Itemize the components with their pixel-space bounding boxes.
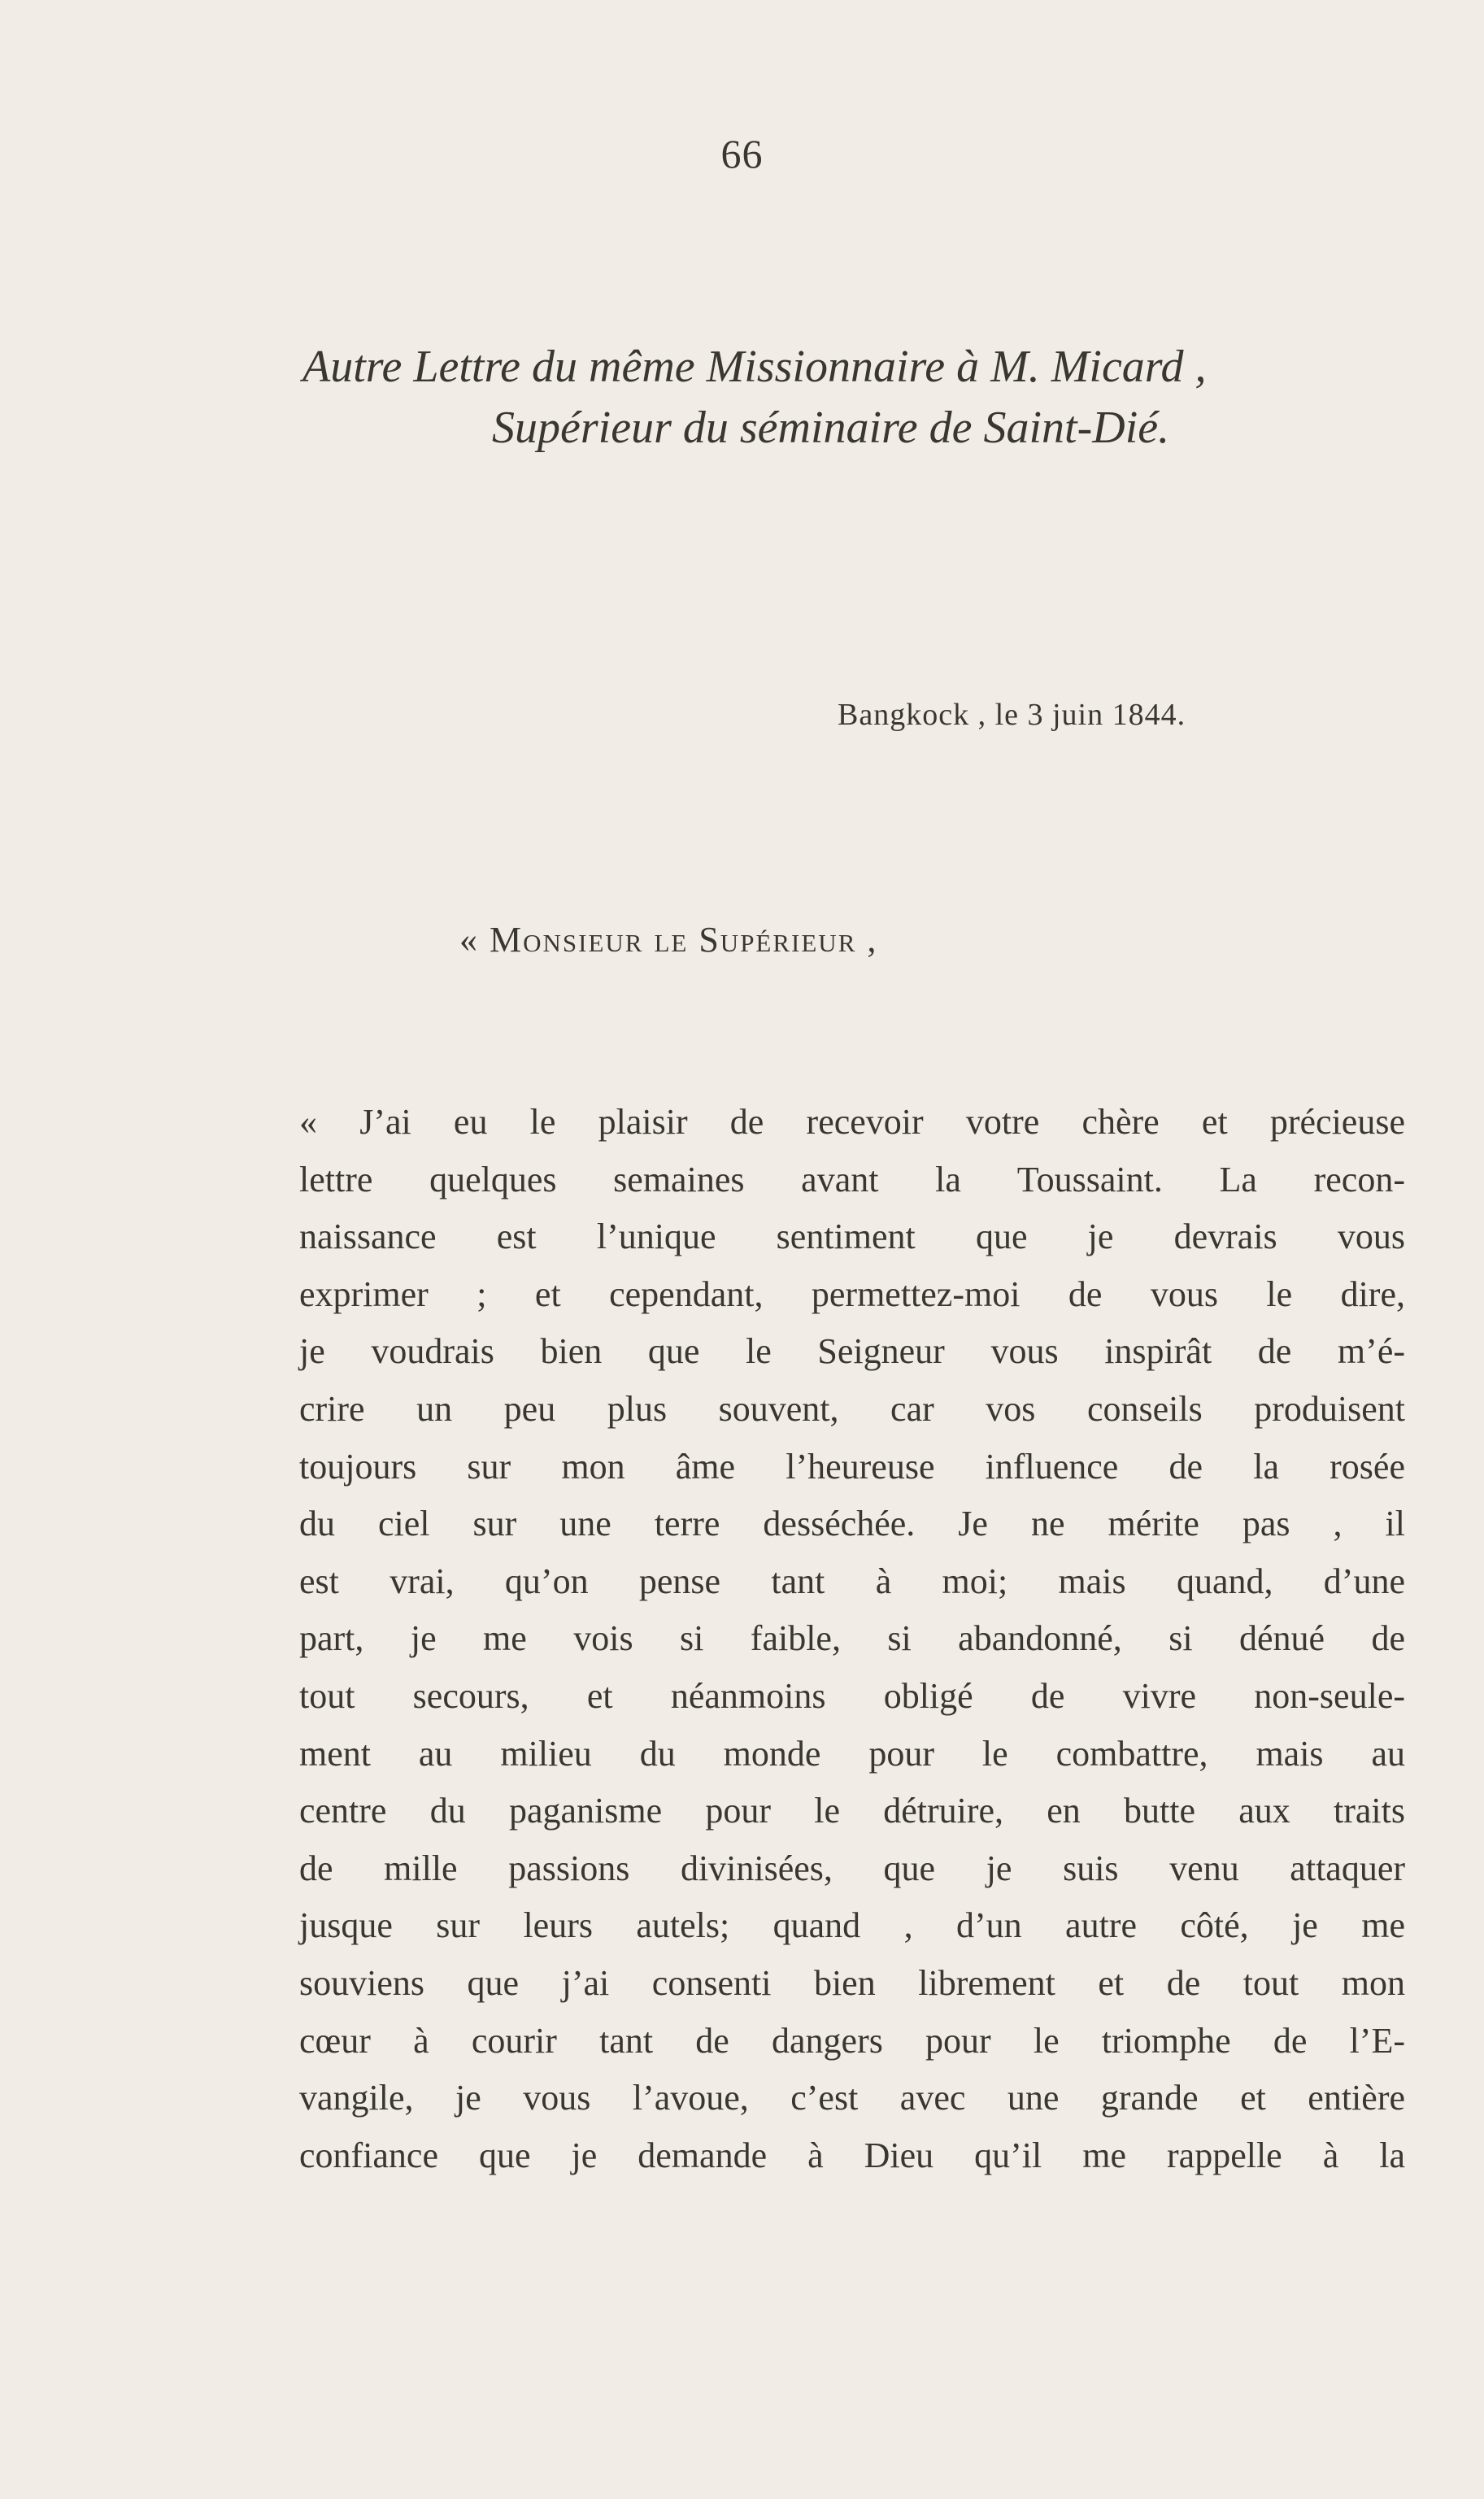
letter-heading-line-1: Autre Lettre du même Missionnaire à M. Micard ,	[302, 342, 1207, 392]
salutation-open-quote: «	[459, 920, 479, 960]
body-line: crire un peu plus souvent, car vos conseils produisent	[299, 1388, 1405, 1429]
body-line: tout secours, et néanmoins obligé de vivre non-seule-	[299, 1675, 1405, 1716]
body-line: de mille passions divinisées, que je suis venu attaquer	[299, 1848, 1405, 1888]
body-line: exprimer ; et cependant, permettez-moi de vous le dire,	[299, 1273, 1405, 1314]
body-line: « J’ai eu le plaisir de recevoir votre chère et précieuse	[299, 1102, 1405, 1142]
body-line: vangile, je vous l’avoue, c’est avec une grande et entière	[299, 2078, 1405, 2118]
body-line: souviens que j’ai consenti bien librement et de tout mon	[299, 1962, 1405, 2003]
body-line: naissance est l’unique sentiment que je devrais vous	[299, 1217, 1405, 1257]
body-line: toujours sur mon âme l’heureuse influence de la rosée	[299, 1446, 1405, 1487]
body-paragraph	[299, 1094, 1405, 2184]
page-number: 66	[720, 131, 764, 176]
salutation-text: Monsieur le Supérieur ,	[490, 920, 878, 960]
dateline: Bangkock , le 3 juin 1844.	[838, 698, 1186, 732]
body-line: je voudrais bien que le Seigneur vous inspirât de m’é-	[299, 1331, 1405, 1372]
body-line: part, je me vois si faible, si abandonné, si dénué de	[299, 1618, 1405, 1659]
salutation	[459, 919, 877, 960]
body-line: confiance que je demande à Dieu qu’il me rappelle à la	[299, 2135, 1405, 2175]
body-line: lettre quelques semaines avant la Toussaint. La recon-	[299, 1159, 1405, 1199]
body-line: cœur à courir tant de dangers pour le triomphe de l’E-	[299, 2020, 1405, 2061]
body-line: jusque sur leurs autels; quand , d’un autre côté, je me	[299, 1905, 1405, 1946]
letter-heading-line-2: Supérieur du séminaire de Saint-Dié.	[492, 403, 1170, 453]
body-line: est vrai, qu’on pense tant à moi; mais quand, d’une	[299, 1561, 1405, 1601]
body-line: du ciel sur une terre desséchée. Je ne mérite pas , il	[299, 1504, 1405, 1544]
body-line: ment au milieu du monde pour le combattre, mais au	[299, 1733, 1405, 1774]
body-line: centre du paganisme pour le détruire, en butte aux traits	[299, 1791, 1405, 1831]
